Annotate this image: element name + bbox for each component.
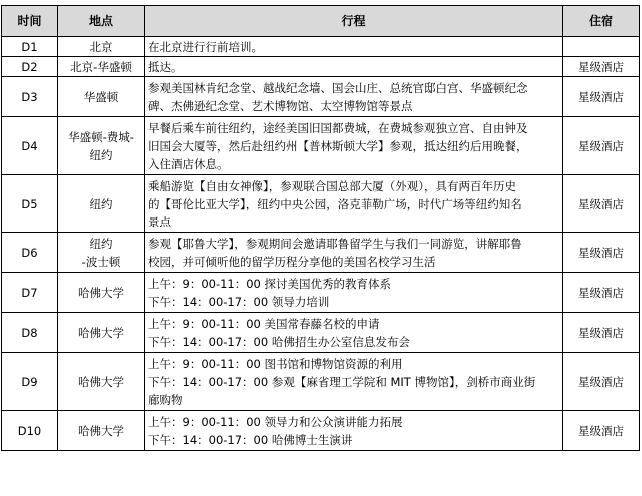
itinerary-line: 廊购物 <box>148 392 183 407</box>
place-line: 纽约 <box>89 236 113 251</box>
lodging-cell: 星级酒店 <box>563 233 640 273</box>
place-cell <box>58 175 145 233</box>
day-cell: D8 <box>2 313 58 353</box>
day-cell: D7 <box>2 273 58 313</box>
itinerary-line: 上午：9：00-11：00 美国常春藤名校的申请 <box>148 316 380 331</box>
itinerary-line: 上午：9：00-11：00 探讨美国优秀的教育体系 <box>148 276 392 291</box>
place-line: 北京 <box>89 39 113 54</box>
place-line: 华盛顿 <box>83 89 119 104</box>
lodging-cell <box>563 37 640 57</box>
day-cell: D1 <box>2 37 58 57</box>
day-cell: D9 <box>2 353 58 411</box>
itinerary-cell <box>145 175 563 233</box>
table-row <box>2 57 640 77</box>
itinerary-line: 下午：14：00-17：00 哈佛博士生演讲 <box>148 432 353 447</box>
place-line: 哈佛大学 <box>78 285 124 300</box>
day-cell: D6 <box>2 233 58 273</box>
place-line: 哈佛大学 <box>78 325 124 340</box>
itinerary-cell <box>145 57 563 77</box>
lodging-cell: 星级酒店 <box>563 57 640 77</box>
itinerary-cell <box>145 313 563 353</box>
itinerary-line: 抵达。 <box>148 59 183 74</box>
header-lodging: 住宿 <box>563 6 640 37</box>
lodging-cell: 星级酒店 <box>563 353 640 411</box>
itinerary-cell <box>145 411 563 451</box>
lodging-cell: 星级酒店 <box>563 273 640 313</box>
place-cell <box>58 273 145 313</box>
lodging-cell: 星级酒店 <box>563 77 640 117</box>
itinerary-cell <box>145 117 563 175</box>
lodging-cell: 星级酒店 <box>563 313 640 353</box>
place-cell <box>58 77 145 117</box>
itinerary-line: 上午：9：00-11：00 领导力和公众演讲能力拓展 <box>148 414 403 429</box>
itinerary-line: 的【哥伦比亚大学】，纽约中央公园，洛克菲勒广场，时代广场等纽约知名 <box>148 196 522 211</box>
itinerary-cell <box>145 353 563 411</box>
itinerary-table <box>1 5 640 451</box>
itinerary-line: 入住酒店休息。 <box>148 156 229 171</box>
table-row <box>2 233 640 273</box>
itinerary-line: 在北京进行行前培训。 <box>148 39 263 54</box>
place-line: 纽约 <box>89 196 113 211</box>
day-cell: D3 <box>2 77 58 117</box>
table-row <box>2 353 640 411</box>
itinerary-cell <box>145 233 563 273</box>
place-cell <box>58 313 145 353</box>
header-itinerary: 行程 <box>145 6 563 37</box>
table-row <box>2 77 640 117</box>
header-place: 地点 <box>58 6 145 37</box>
itinerary-cell <box>145 37 563 57</box>
table-row <box>2 273 640 313</box>
itinerary-line: 旧国会大厦等，然后赴纽约州【普林斯顿大学】参观，抵达纽约后用晚餐， <box>148 138 528 153</box>
place-line: 哈佛大学 <box>78 374 124 389</box>
itinerary-cell <box>145 273 563 313</box>
place-cell <box>58 353 145 411</box>
place-cell <box>58 57 145 77</box>
lodging-cell: 星级酒店 <box>563 175 640 233</box>
itinerary-line: 碑、杰佛逊纪念堂、艺术博物馆、太空博物馆等景点 <box>148 98 413 113</box>
table-row <box>2 175 640 233</box>
itinerary-line: 上午：9：00-11：00 图书馆和博物馆资源的利用 <box>148 356 403 371</box>
itinerary-line: 下午：14：00-17：00 领导力培训 <box>148 294 330 309</box>
place-line: 纽约 <box>89 147 113 162</box>
itinerary-line: 乘船游览【自由女神像】，参观联合国总部大厦（外观），具有两百年历史 <box>148 178 516 193</box>
table-row <box>2 37 640 57</box>
itinerary-line: 早餐后乘车前往纽约，途经美国旧国都费城，在费城参观独立宫、自由钟及 <box>148 120 528 135</box>
itinerary-line: 景点 <box>148 214 171 229</box>
place-cell <box>58 233 145 273</box>
itinerary-line: 参观【耶鲁大学】，参观期间会邀请耶鲁留学生与我们一同游览，讲解耶鲁 <box>148 236 522 251</box>
itinerary-line: 参观美国林肯纪念堂、越战纪念墙、国会山庄、总统官邸白宫、华盛顿纪念 <box>148 80 528 95</box>
header-time: 时间 <box>2 6 58 37</box>
table-row <box>2 117 640 175</box>
place-line: 北京-华盛顿 <box>70 59 132 74</box>
day-cell: D10 <box>2 411 58 451</box>
itinerary-line: 校园，并可倾听他的留学历程分享他的美国名校学习生活 <box>148 254 436 269</box>
itinerary-line: 下午：14：00-17：00 参观【麻省理工学院和 MIT 博物馆】，剑桥市商业街 <box>148 374 536 389</box>
header-row <box>2 6 640 37</box>
place-cell <box>58 37 145 57</box>
lodging-cell: 星级酒店 <box>563 117 640 175</box>
table-row <box>2 411 640 451</box>
itinerary-cell <box>145 77 563 117</box>
day-cell: D4 <box>2 117 58 175</box>
place-line: 华盛顿-费城- <box>68 129 134 144</box>
day-cell: D2 <box>2 57 58 77</box>
day-cell: D5 <box>2 175 58 233</box>
place-cell <box>58 117 145 175</box>
itinerary-line: 下午：14：00-17：00 哈佛招生办公室信息发布会 <box>148 334 410 349</box>
place-line: -波士顿 <box>81 254 121 269</box>
place-cell <box>58 411 145 451</box>
place-line: 哈佛大学 <box>78 423 124 438</box>
lodging-cell: 星级酒店 <box>563 411 640 451</box>
table-row <box>2 313 640 353</box>
